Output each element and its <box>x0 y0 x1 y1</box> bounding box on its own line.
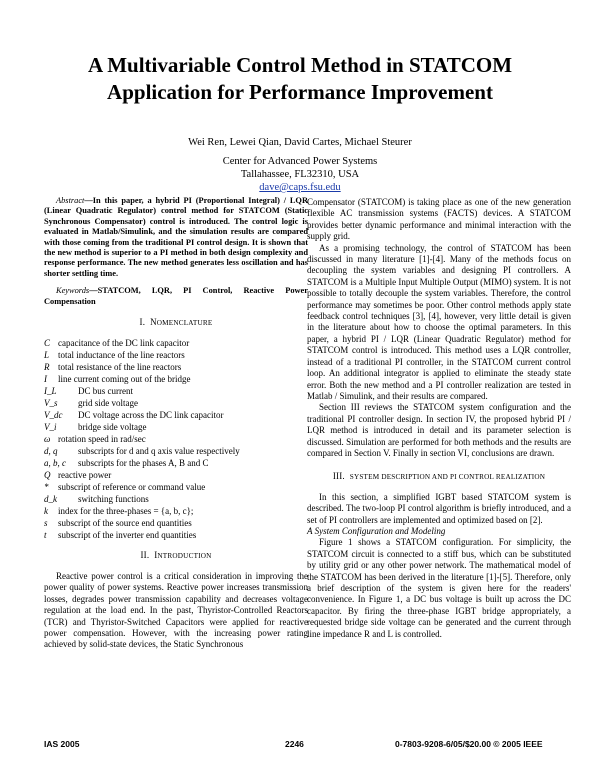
nomenclature-symbol: V_dc <box>44 410 63 421</box>
author-block <box>0 136 600 194</box>
subsection-a-heading: A System Configuration and Modeling <box>307 525 446 536</box>
keywords <box>44 286 308 307</box>
footer-copyright: 0-7803-9208-6/05/$20.00 © 2005 IEEE <box>395 739 543 749</box>
nomenclature-definition: subscripts for the phases A, B and C <box>78 458 209 469</box>
nomenclature-definition: subscript of the source end quantities <box>58 518 192 529</box>
right-column <box>307 197 571 640</box>
intro-paragraph-1: Reactive power control is a critical consideration in improving the power quality of power systems. Reactive power increases transmission losses, degrades power transmission capability and decreases voltage regulation at the load end. In the past, Thyristor-Controlled Reactors (TCR) and Thyristor-Switched Capacitors were applied for reactive power compensation. However, with the increasing power rating achieved by solid-state devices, the Static Synchronous <box>44 570 308 650</box>
nomenclature-item <box>44 517 308 529</box>
nomenclature-item <box>44 409 308 421</box>
nomenclature-item <box>44 349 308 361</box>
nomenclature-definition: switching functions <box>78 494 149 505</box>
system-paragraph-1: In this section, a simplified IGBT based STATCOM system is described. The two-loop PI control algorithm is briefly introduced, and a set of PI controllers are implemented and optimized based on [2]. <box>307 491 571 525</box>
nomenclature-list <box>44 337 308 541</box>
nomenclature-symbol: ω <box>44 434 51 445</box>
nomenclature-symbol: V_i <box>44 422 57 433</box>
email-link[interactable]: dave@caps.fsu.edu <box>259 182 341 193</box>
nomenclature-item <box>44 361 308 373</box>
nomenclature-definition: bridge side voltage <box>78 422 147 433</box>
nomenclature-item <box>44 481 308 493</box>
nomenclature-symbol: V_s <box>44 398 58 409</box>
nomenclature-definition: rotation speed in rad/sec <box>58 434 146 445</box>
nomenclature-item <box>44 505 308 517</box>
nomenclature-symbol: Q <box>44 470 51 481</box>
nomenclature-item <box>44 337 308 349</box>
nomenclature-definition: subscript of the inverter end quantities <box>58 530 197 541</box>
nomenclature-definition: total resistance of the line reactors <box>58 362 182 373</box>
nomenclature-definition: grid side voltage <box>78 398 138 409</box>
nomenclature-definition: total inductance of the line reactors <box>58 350 185 361</box>
title-line-2: Application for Performance Improvement <box>107 80 493 104</box>
system-paragraph-2: Figure 1 shows a STATCOM configuration. For simplicity, the STATCOM circuit is connected to a stiff bus, which can be substituted by utility grid or any other power network. The mathematical model of the STATCOM has been derived in the literature [1]-[5]. Therefore, only a brief description of the system is given here for the readers' convenience. In Figure 1, a DC bus voltage is built up across the DC capacitor. By firing the three-phase IGBT bridge appropriately, a requested bridge side voltage can be generated and the current through line impedance R and L is controlled. <box>307 537 571 639</box>
author-names: Wei Ren, Lewei Qian, David Cartes, Michael Steurer <box>188 137 412 148</box>
abstract-text: —In this paper, a hybrid PI (Proportional Integral) / LQR (Linear Quadratic Regulator) control method for STATCOM (Static Synchronous Compensator) control is introduced. The control logic is evaluated in Matlab/Simulink, and the simulation results are compared with those coming from the traditional PI control design. It is shown that the new method is superior to a PI method in both design complexity and response performance. The new method generates less oscillation and has shorter settling time. <box>44 196 308 278</box>
nomenclature-symbol: R <box>44 362 50 373</box>
paper-title <box>0 52 600 106</box>
footer-page-number: 2246 <box>285 739 304 749</box>
nomenclature-definition: DC bus current <box>78 386 133 397</box>
left-column <box>44 196 308 651</box>
nomenclature-symbol: L <box>44 350 50 361</box>
nomenclature-symbol: * <box>44 482 49 493</box>
nomenclature-symbol: k <box>44 506 48 517</box>
section-heading-introduction: II. INTRODUCTION <box>140 550 212 561</box>
affiliation: Center for Advanced Power Systems <box>222 156 378 167</box>
nomenclature-item <box>44 373 308 385</box>
nomenclature-definition: subscript of reference or command value <box>58 482 206 493</box>
nomenclature-symbol: t <box>44 530 47 541</box>
nomenclature-symbol: a, b, c <box>44 458 66 469</box>
footer-conference: IAS 2005 <box>44 739 80 749</box>
nomenclature-item <box>44 445 308 457</box>
address: Tallahassee, FL32310, USA <box>240 169 360 180</box>
abstract-label: Abstract <box>56 196 85 205</box>
keywords-text: —STATCOM, LQR, PI Control, Reactive Power Compensation <box>44 286 308 306</box>
nomenclature-definition: index for the three-phases = {a, b, c}; <box>58 506 194 517</box>
nomenclature-item <box>44 529 308 541</box>
nomenclature-symbol: C <box>44 338 51 349</box>
nomenclature-definition: DC voltage across the DC link capacitor <box>78 410 224 421</box>
nomenclature-item <box>44 397 308 409</box>
nomenclature-symbol: d, q <box>44 446 58 457</box>
nomenclature-item <box>44 433 308 445</box>
nomenclature-symbol: I_L <box>44 386 57 397</box>
nomenclature-item <box>44 469 308 481</box>
nomenclature-item <box>44 493 308 505</box>
nomenclature-definition: line current coming out of the bridge <box>58 374 191 385</box>
section-heading-nomenclature: I. NOMENCLATURE <box>139 317 213 328</box>
nomenclature-symbol: s <box>44 518 48 529</box>
abstract <box>44 196 308 279</box>
nomenclature-symbol: d_k <box>44 494 57 505</box>
nomenclature-definition: subscripts for d and q axis value respectively <box>78 446 240 457</box>
section-heading-system: III. SYSTEM DESCRIPTION AND PI CONTROL REALIZATION <box>332 471 546 482</box>
nomenclature-definition: capacitance of the DC link capacitor <box>58 338 190 349</box>
title-line-1: A Multivariable Control Method in STATCOM <box>87 53 513 77</box>
intro-paragraph-3: As a promising technology, the control of STATCOM has been discussed in many literature [1]-[4]. Many of the methods focus on decoupling the system variables and designing PI controllers. A STATCOM is a Multiple Input Multiple Output (MIMO) system. It is not possible to totally decouple the system variables. Therefore, the control performance may sometimes be poor. Other control methods apply state feedback control techniques [3], [4], however, very little detail is given in the literature about how to choose the optimal parameters. In this paper, a hybrid PI / LQR (Linear Quadratic Regulator) method for STATCOM control is introduced. This method uses a LQR controller, instead of a traditional PI controller, in the STATCOM current control loop. An additional integrator is applied to eliminate the steady state error. Both the new method and a PI controller realization are tested in Matlab / Simulink, and their results are compared. <box>307 242 571 401</box>
nomenclature-definition: reactive power <box>58 470 112 481</box>
keywords-label: Keywords <box>56 286 90 296</box>
intro-paragraph-4: Section III reviews the STATCOM system configuration and the traditional PI controller design. In section IV, the proposed hybrid PI / LQR method is introduced in detail and its parameter selection is discussed. Simulation are performed for both methods and the results are compared in Section V. Finally in section VI, conclusions are drawn. <box>307 402 571 458</box>
nomenclature-item <box>44 457 308 469</box>
nomenclature-symbol: I <box>44 374 47 385</box>
intro-paragraph-2: Compensator (STATCOM) is taking place as one of the new generation flexible AC transmission systems (FACTS) devices. A STATCOM provides better dynamic performance and minimal interaction with the supply grid. <box>307 197 571 242</box>
nomenclature-item <box>44 421 308 433</box>
nomenclature-item <box>44 385 308 397</box>
